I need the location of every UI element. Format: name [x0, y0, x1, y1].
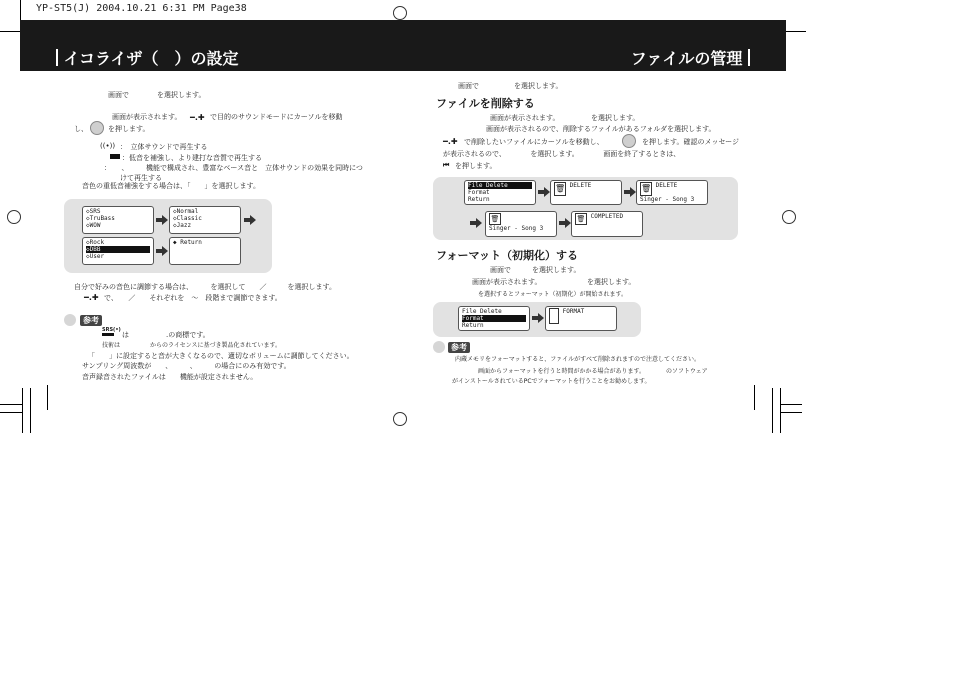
- lcd-line-selected: ◇DBB: [86, 246, 150, 253]
- crop-mark: [0, 412, 22, 413]
- left-line-3b: を押します。: [108, 125, 150, 133]
- left-user-line-2: で、 ／ それぞれを ～ 段階まで調節できます。: [104, 294, 282, 302]
- left-line-2: 画面が表示されます。: [112, 113, 182, 121]
- left-note-2: 技術は からのライセンスに基づき製品化されています。: [102, 342, 281, 349]
- lcd-line: Return: [468, 196, 490, 203]
- crop-mark: [22, 388, 23, 433]
- registration-mark-top: [393, 6, 407, 20]
- left-user-line: 自分で好みの音色に調節する場合は、 を選択して ／ を選択します。: [74, 283, 336, 291]
- crop-mark: [772, 388, 773, 433]
- lcd-line-selected: Format: [462, 315, 526, 322]
- right-s1-line-3a: で削除したいファイルにカーソルを移動し、: [464, 138, 604, 146]
- print-header: YP-ST5(J) 2004.10.21 6:31 PM Page38: [36, 3, 247, 14]
- lcd-eq-menu-1: [82, 206, 154, 234]
- crop-mark: [786, 31, 806, 32]
- lcd-eq-menu-3: [82, 237, 154, 265]
- trash-icon: 🗑: [640, 182, 652, 196]
- lcd-eq-menu-4: [169, 237, 241, 265]
- right-note-2: 画面からフォーマットを行うと時間がかかる場合があります。 のソフトウェア: [478, 368, 708, 375]
- crop-mark: [0, 404, 22, 405]
- right-s1-line-3b: を押します。確認のメッセージ: [642, 138, 740, 146]
- lcd-line-selected: File Delete: [468, 182, 532, 189]
- right-s2-line-2: 画面が表示されます。 を選択します。: [472, 278, 636, 286]
- back-skip-icon: ⏮: [443, 161, 450, 169]
- dpad-icon: ━.✚: [190, 113, 205, 122]
- right-s2-line-3: を選択するとフォーマット（初期化）が開始されます。: [478, 291, 627, 298]
- note-label: 参考: [448, 342, 470, 353]
- left-line-3a: し、: [74, 125, 88, 133]
- lcd-delete-1: [550, 180, 622, 205]
- arrow-right-icon: [156, 215, 168, 225]
- left-item-3: ： 、 機能で構成され、豊富なベース音と 立体サウンドの効果を同時につ: [104, 164, 363, 172]
- left-title: [56, 46, 238, 69]
- trash-icon: 🗑: [576, 215, 586, 223]
- right-s1-line-5: を押します。: [455, 162, 497, 170]
- right-title-text: ファイルの管理: [630, 49, 743, 68]
- dpad-icon: ━.✚: [443, 137, 458, 146]
- left-title-text: イコライザ（ ）の設定: [63, 49, 239, 68]
- lcd-line: ◇User: [86, 253, 105, 260]
- lcd-completed-label: COMPLETED: [590, 213, 624, 220]
- joystick-button-icon: [90, 121, 104, 135]
- srs-logo: SRS(•): [102, 328, 121, 338]
- lcd-delete-label: DELETE: [655, 182, 678, 189]
- right-title: [631, 46, 750, 69]
- lcd-delete-label: DELETE: [569, 182, 592, 189]
- registration-mark-left: [7, 210, 21, 224]
- lcd-line: ◆ Return: [173, 239, 202, 246]
- crop-mark: [780, 412, 802, 413]
- right-s1-line-1: 画面が表示されます。 を選択します。: [490, 114, 640, 122]
- right-note-1: 内蔵メモリをフォーマットすると、ファイルがすべて削除されますので注意してください。: [455, 356, 701, 363]
- trash-icon: 🗑: [490, 215, 500, 223]
- lcd-format-screen: [545, 306, 617, 331]
- right-s1-line-2: 画面が表示されるので、削除するファイルがあるフォルダを選択します。: [486, 125, 716, 133]
- lcd-song-label: Singer - Song 3: [489, 225, 544, 232]
- arrow-right-icon: [156, 246, 168, 256]
- lcd-completed-screen: [571, 211, 643, 237]
- left-item-1: ： 立体サウンドで再生する: [120, 143, 208, 151]
- note-label: 参考: [80, 315, 102, 326]
- left-line-1: 画面で を選択します。: [108, 91, 206, 99]
- lcd-line: ◇Rock: [86, 239, 105, 246]
- lcd-line: ◇Classic: [173, 215, 202, 222]
- left-note-1b: .の商標です。: [166, 331, 210, 339]
- left-note-3: 「 」に設定すると音が大きくなるので、適切なボリュームに調節してください。: [88, 352, 354, 360]
- crop-mark: [780, 388, 781, 433]
- crop-mark: [780, 404, 802, 405]
- arrow-right-icon: [559, 218, 571, 228]
- crop-mark: [754, 385, 755, 410]
- joystick-button-icon: [622, 134, 636, 148]
- left-item-2: ：低音を補強し、より建打な音質で再生する: [122, 154, 262, 162]
- crop-mark: [47, 385, 48, 410]
- arrow-right-icon: [470, 218, 482, 228]
- arrow-right-icon: [624, 187, 636, 197]
- left-line-2b: で目的のサウンドモードにカーソルを移動: [210, 113, 343, 121]
- lcd-line: Format: [468, 189, 490, 196]
- lcd-line: Return: [462, 322, 484, 329]
- right-s2-line-1: 画面で を選択します。: [490, 266, 581, 274]
- left-note-1a: は: [122, 331, 129, 339]
- crop-mark: [20, 0, 21, 20]
- lcd-delete-2: [636, 180, 708, 205]
- lcd-line: ◇TruBass: [86, 215, 115, 222]
- registration-mark-right: [782, 210, 796, 224]
- note-marker: [433, 341, 445, 353]
- bass-icon: [110, 154, 120, 159]
- lcd-file-menu: [464, 180, 536, 205]
- note-marker: [64, 314, 76, 326]
- crop-mark: [30, 388, 31, 433]
- lcd-line: ◇WOW: [86, 222, 101, 229]
- page-header: [20, 20, 786, 71]
- section-heading-delete: ファイルを削除する: [436, 97, 535, 110]
- lcd-eq-menu-2: [169, 206, 241, 234]
- dpad-icon: ━.✚: [84, 293, 99, 302]
- lcd-file-menu-2: [458, 306, 530, 331]
- left-eq-line: 音色の重低音補強をする場合は、「 」を選択します。: [82, 182, 260, 190]
- registration-mark-bottom: [393, 412, 407, 426]
- right-note-3: がインストールされているPCでフォーマットを行うことをお勧めします。: [452, 378, 651, 385]
- trash-icon: 🗑: [554, 182, 566, 196]
- lcd-line: ◇SRS: [86, 208, 101, 215]
- memory-icon: [549, 308, 559, 324]
- left-item-3b: けて再生する: [120, 174, 162, 182]
- section-heading-format: フォーマット（初期化）する: [436, 249, 579, 262]
- right-s1-line-4: が表示されるので、 を選択します。 画面を終了するときは、: [443, 150, 681, 158]
- lcd-song-label: Singer - Song 3: [640, 196, 695, 203]
- surround-icon: ((•)): [100, 142, 116, 150]
- lcd-line: ◇Normal: [173, 208, 199, 215]
- lcd-format-label: FORMAT: [562, 308, 585, 315]
- lcd-line: File Delete: [462, 308, 502, 315]
- crop-mark: [0, 31, 20, 32]
- arrow-right-icon: [532, 313, 544, 323]
- left-note-5: 音声録音されたファイルは 機能が設定されません。: [82, 373, 258, 381]
- lcd-line: ◇Jazz: [173, 222, 192, 229]
- arrow-right-icon: [538, 187, 550, 197]
- right-line-1: 画面で を選択します。: [458, 82, 563, 90]
- arrow-right-icon: [244, 215, 256, 225]
- lcd-song-screen: [485, 211, 557, 237]
- left-note-4: サンプリング周波数が 、 、 の場合にのみ有効です。: [82, 362, 291, 370]
